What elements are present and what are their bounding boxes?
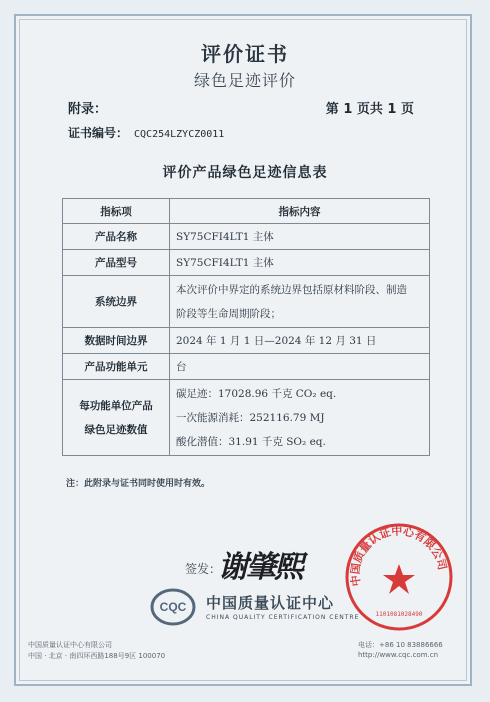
row-value: 台 xyxy=(170,354,430,380)
table-row xyxy=(63,380,430,456)
cqc-logo-icon xyxy=(150,588,196,626)
cert-number-value: CQC254LZYCZ0011 xyxy=(134,129,225,140)
row-key: 系统边界 xyxy=(63,276,170,328)
value-line: 酸化潜值：31.91 千克 SO₂ eq. xyxy=(176,435,326,448)
row-key: 产品名称 xyxy=(63,224,170,250)
certificate-subtitle: 绿色足迹评价 xyxy=(193,71,296,90)
value-line: 阶段等生命周期阶段； xyxy=(176,307,281,320)
org-name-cn: 中国质量认证中心 xyxy=(206,594,335,612)
value-line: 本次评价中界定的系统边界包括原材料阶段、制造 xyxy=(176,283,407,296)
key-line: 绿色足迹数值 xyxy=(84,423,148,436)
row-key: 产品型号 xyxy=(63,250,170,276)
validity-note: 注：此附录与证书同时使用时有效。 xyxy=(66,479,211,489)
page-count: 第 1 页共 1 页 xyxy=(325,102,414,117)
row-value: SY75CFI4LT1 主体 xyxy=(170,224,430,250)
table-row xyxy=(63,354,430,380)
cert-number-label: 证书编号： xyxy=(68,126,129,140)
table-title: 评价产品绿色足迹信息表 xyxy=(162,165,328,181)
footer-address: 中国 · 北京 · 南四环西路188号9区 100070 xyxy=(28,652,166,660)
table-row xyxy=(63,328,430,354)
footprint-info-table xyxy=(62,198,430,456)
footer-website: http://www.cqc.com.cn xyxy=(358,651,439,659)
logo-text: CQC xyxy=(159,600,187,614)
attachment-label: 附录： xyxy=(68,102,108,117)
table-row xyxy=(63,250,430,276)
certificate-title: 评价证书 xyxy=(201,42,289,66)
table-header-row xyxy=(63,199,430,224)
header-indicator: 指标项 xyxy=(63,199,170,224)
official-seal-icon xyxy=(342,520,456,634)
table-row xyxy=(63,224,430,250)
seal-text: 中国质量认证中心有限公司 xyxy=(348,524,449,588)
value-line: 一次能源消耗：252116.79 MJ xyxy=(176,411,325,424)
row-key: 产品功能单元 xyxy=(63,354,170,380)
row-key: 数据时间边界 xyxy=(63,328,170,354)
key-line: 每功能单位产品 xyxy=(79,399,153,412)
seal-code: 1101081028490 xyxy=(375,611,423,618)
footer-phone: 电话：+86 10 83886666 xyxy=(358,641,443,649)
certificate-number xyxy=(68,124,224,141)
row-value: SY75CFI4LT1 主体 xyxy=(170,250,430,276)
value-line: 碳足迹：17028.96 千克 CO₂ eq. xyxy=(176,387,337,400)
signature: 谢肇熙 xyxy=(218,550,302,585)
footer-company: 中国质量认证中心有限公司 xyxy=(28,641,112,649)
signature-label: 签发： xyxy=(185,562,222,576)
row-value xyxy=(170,380,430,456)
row-value: 2024 年 1 月 1 日—2024 年 12 月 31 日 xyxy=(170,328,430,354)
row-key xyxy=(63,380,170,456)
row-value xyxy=(170,276,430,328)
table-row xyxy=(63,276,430,328)
header-content: 指标内容 xyxy=(170,199,430,224)
org-name-en: CHINA QUALITY CERTIFICATION CENTRE xyxy=(206,614,360,621)
